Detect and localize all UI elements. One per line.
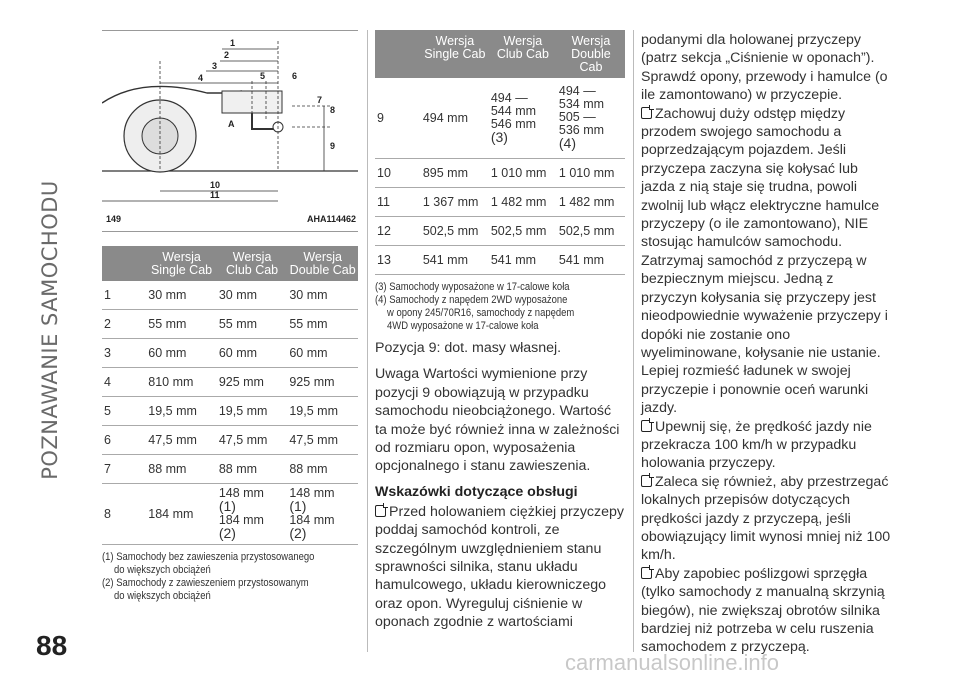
table-cell: 494 mm <box>421 78 489 159</box>
table-cell: 1 482 mm <box>557 188 625 217</box>
table-cell: 502,5 mm <box>557 217 625 246</box>
table-cell: 19,5 mm <box>146 397 217 426</box>
table-cell: 3 <box>102 339 146 368</box>
table-row <box>102 281 358 310</box>
table-cell: 925 mm <box>287 368 358 397</box>
bullet-item: Aby zapobiec poślizgowi sprzęgła (tylko samochody z manualną skrzynią biegów), nie zwiększaj obrotów silnika bardziej niż potrzeba w celu ruszenia samochodem z przyczepą. <box>641 565 885 656</box>
table-cell: 502,5 mm <box>421 217 489 246</box>
bullet-item: Zachowuj duży odstęp między przodem swojego samochodu a poprzedzającym pojazdem. Jeśli przyczepa zaczyna się kołysać lub jazda z nią staje się trudna, powoli zwolnij lub włącz elektryczne hamulce przyczepy (o ile zamontowano), NIE stosując hamulców samochodu. Zatrzymaj samochód z przyczepą w bezpiecznym miejscu. Jedną z przyczyn kołysania się przyczepy jest nieodpowiednie wyważenie przyczepy i dopóki nie zostanie ono wyeliminowane, kołysanie nie ustanie. Lepiej rozmieść ładunek w swojej przyczepie i ponownie oceń warunki jazdy. <box>641 105 888 417</box>
checkbox-bullet-icon <box>641 420 652 432</box>
table-row <box>102 339 358 368</box>
table-cell: 7 <box>102 455 146 484</box>
table-cell: 88 mm <box>146 455 217 484</box>
checkbox-bullet-icon <box>641 475 652 487</box>
fig-label-10: 10 <box>210 180 221 190</box>
fig-label-9: 9 <box>330 141 336 151</box>
fig-label-A: A <box>228 119 235 129</box>
column-divider <box>633 30 634 652</box>
table-cell: 4 <box>102 368 146 397</box>
section-heading: Wskazówki dotyczące obsługi <box>375 483 578 500</box>
table-row <box>102 310 358 339</box>
fig-label-11: 11 <box>210 190 220 200</box>
table-cell: 55 mm <box>217 310 288 339</box>
header-double-cab: Wersja Double Cab <box>287 246 358 281</box>
header-club-cab: Wersja Club Cab <box>217 246 288 281</box>
header-double-cab: Wersja Double Cab <box>557 30 625 78</box>
table-row <box>375 78 625 159</box>
table-cell: 47,5 mm <box>146 426 217 455</box>
checkbox-bullet-icon <box>375 505 386 517</box>
table-cell: 148 mm (1) 184 mm (2) <box>217 484 288 545</box>
table-cell: 10 <box>375 159 421 188</box>
table-row <box>102 368 358 397</box>
bullet-item: Zaleca się również, aby przestrzegać lokalnych przepisów dotyczących prędkości jazdy z przyczepą, jeśli obowiązujący limit wynosi mniej niż 100 km/h. <box>641 473 891 564</box>
fig-label-8: 8 <box>330 105 336 115</box>
figure-code: AHA114462 <box>306 214 356 224</box>
watermark: carmanualsonline.info <box>565 650 780 675</box>
table-cell: 60 mm <box>287 339 358 368</box>
table2-footnotes <box>375 281 624 333</box>
checkbox-bullet-icon <box>641 567 652 579</box>
table-row <box>102 397 358 426</box>
table-header-row <box>102 246 358 281</box>
table-cell: 810 mm <box>146 368 217 397</box>
header-single-cab: Wersja Single Cab <box>421 30 489 78</box>
table-cell: 494 — 534 mm 505 — 536 mm (4) <box>557 78 625 159</box>
table-cell: 13 <box>375 246 421 275</box>
table-cell: 5 <box>102 397 146 426</box>
table-cell: 184 mm <box>146 484 217 545</box>
footnote-4c: 4WD wyposażone w 17-calowe koła <box>387 320 539 332</box>
table-cell: 6 <box>102 426 146 455</box>
figure-caption <box>102 211 358 232</box>
footnote-4b: w opony 245/70R16, samochody z napędem <box>387 307 575 319</box>
column-left <box>102 30 358 603</box>
paragraph-position-9: Pozycja 9: dot. masy własnej. <box>375 340 562 356</box>
table-cell: 55 mm <box>146 310 217 339</box>
table-cell: 925 mm <box>217 368 288 397</box>
header-single-cab: Wersja Single Cab <box>146 246 217 281</box>
paragraph-continued: podanymi dla holowanej przyczepy (patrz sekcja „Ciśnienie w oponach”). Sprawdź opony, przewody i hamulce (o ile zamontowano) w przyczepie. <box>641 32 888 104</box>
table-cell: 19,5 mm <box>287 397 358 426</box>
table-cell: 1 010 mm <box>557 159 625 188</box>
table-cell: 541 mm <box>489 246 557 275</box>
section-side-title-text: POZNAWANIE SAMOCHODU <box>38 180 62 480</box>
paragraph-note: Uwaga Wartości wymienione przy pozycji 9 obowiązują w przypadku samochodu nieobciążonego. Wartość ta może być również inna w zależności od rozmiaru opon, wyposażenia opcjonalnego i stanu zawieszenia. <box>375 366 620 475</box>
table-cell: 12 <box>375 217 421 246</box>
table-cell: 19,5 mm <box>217 397 288 426</box>
page-number: 88 <box>36 630 68 661</box>
table-cell: 541 mm <box>557 246 625 275</box>
column-right <box>641 31 891 657</box>
table1-footnotes <box>102 551 351 603</box>
bullet-item: Przed holowaniem ciężkiej przyczepy poddaj samochód kontroli, ze szczególnym uwzględnieniem stanu sprawności silnika, stanu układu hamulcowego, układu kierowniczego oraz opon. Wyreguluj ciśnienie w oponach zgodnie z wartościami <box>375 503 624 631</box>
table-row <box>375 159 625 188</box>
dimensions-table-1 <box>102 246 358 545</box>
bullet-item: Upewnij się, że prędkość jazdy nie przekracza 100 km/h w przypadku holowania przyczepy. <box>641 418 872 472</box>
table-cell: 11 <box>375 188 421 217</box>
table-cell: 494 — 544 mm 546 mm (3) <box>489 78 557 159</box>
footnote-3: (3) Samochody wyposażone w 17-calowe koła <box>375 281 570 293</box>
footnote-4a: (4) Samochody z napędem 2WD wyposażone <box>375 294 568 306</box>
header-club-cab: Wersja Club Cab <box>489 30 557 78</box>
table-row <box>102 426 358 455</box>
fig-label-5: 5 <box>260 71 266 81</box>
footnote-1a: (1) Samochody bez zawieszenia przystosowanego <box>102 551 315 563</box>
fig-label-1: 1 <box>230 38 236 48</box>
table-row <box>375 246 625 275</box>
table-cell: 88 mm <box>287 455 358 484</box>
table-cell: 55 mm <box>287 310 358 339</box>
fig-label-6: 6 <box>292 71 298 81</box>
footnote-2a: (2) Samochody z zawieszeniem przystosowanym <box>102 577 309 589</box>
table-cell: 30 mm <box>287 281 358 310</box>
figure-number: 149 <box>106 214 122 224</box>
table-cell: 1 367 mm <box>421 188 489 217</box>
table-row <box>102 455 358 484</box>
table-cell: 502,5 mm <box>489 217 557 246</box>
hitch-dimension-figure <box>102 30 358 211</box>
fig-label-4: 4 <box>198 73 204 83</box>
column-divider <box>367 30 368 652</box>
table-cell: 9 <box>375 78 421 159</box>
table-cell: 148 mm (1) 184 mm (2) <box>287 484 358 545</box>
footnote-2b: do większych obciążeń <box>114 590 211 602</box>
table-cell: 88 mm <box>217 455 288 484</box>
table-cell: 47,5 mm <box>217 426 288 455</box>
table-cell: 541 mm <box>421 246 489 275</box>
table-cell: 1 <box>102 281 146 310</box>
footnote-1b: do większych obciążeń <box>114 564 211 576</box>
table-row <box>102 484 358 545</box>
table-header-row <box>375 30 625 78</box>
table-cell: 60 mm <box>217 339 288 368</box>
table-cell: 30 mm <box>217 281 288 310</box>
table-row <box>375 188 625 217</box>
column-middle <box>375 30 625 632</box>
table-cell: 47,5 mm <box>287 426 358 455</box>
hitch-diagram <box>102 31 358 211</box>
fig-label-2: 2 <box>224 50 230 60</box>
table-cell: 30 mm <box>146 281 217 310</box>
table-cell: 8 <box>102 484 146 545</box>
table-cell: 60 mm <box>146 339 217 368</box>
checkbox-bullet-icon <box>641 107 652 119</box>
table-row <box>375 217 625 246</box>
table-cell: 2 <box>102 310 146 339</box>
fig-label-7: 7 <box>317 95 323 105</box>
fig-label-3: 3 <box>212 61 218 71</box>
table-cell: 1 010 mm <box>489 159 557 188</box>
dimensions-table-2 <box>375 30 625 275</box>
table-cell: 1 482 mm <box>489 188 557 217</box>
table-cell: 895 mm <box>421 159 489 188</box>
